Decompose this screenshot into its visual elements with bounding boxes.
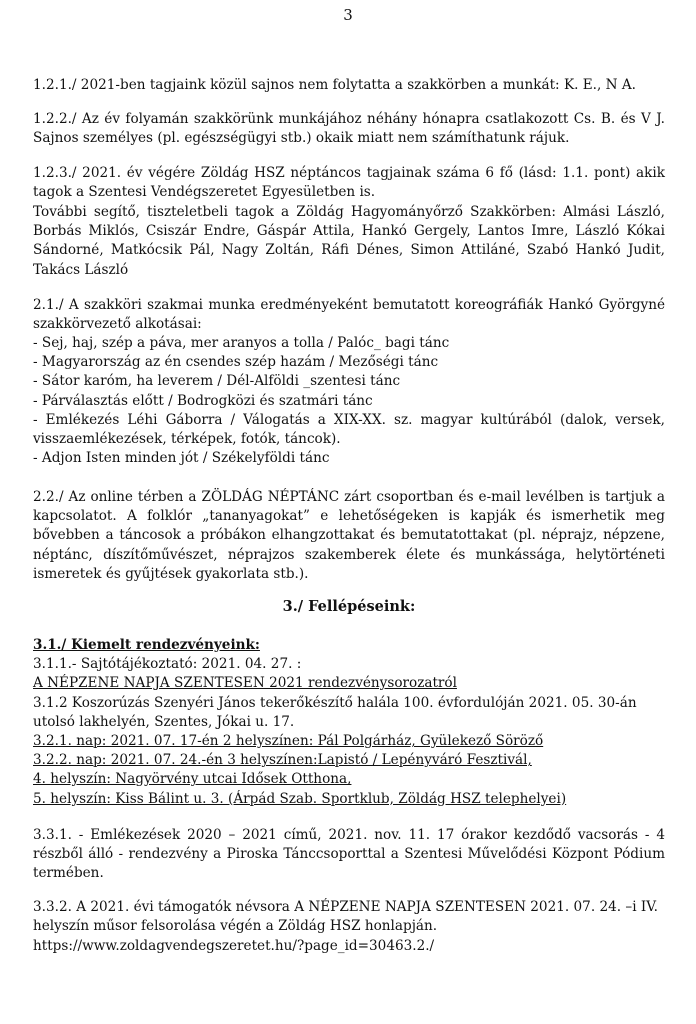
- item-3-2-2: 3.2.2. nap: 2021. 07. 24.-én 3 helyszínen:Lapistó / Lepényváró Fesztivál,: [33, 752, 532, 769]
- item-3-2-1: 3.2.1. nap: 2021. 07. 17-én 2 helyszínen: Pál Polgárház, Gyülekező Söröző: [33, 733, 544, 750]
- item-3-3-1: 3.3.1. - Emlékezések 2020 – 2021 című, 2021. nov. 11. 17 órakor kezdődő vacsorás - 4 részből álló - rendezvény a Piroska Tánccsoporttal a Szentesi Művelődési Központ Pódium termében.: [33, 827, 665, 882]
- section-3-heading: 3./ Fellépéseink:: [282, 598, 416, 615]
- list-item: - Sej, haj, szép a páva, mer aranyos a tolla / Palóc_ bagi tánc: [33, 335, 450, 351]
- paragraph-1-2-2: 1.2.2./ Az év folyamán szakkörünk munkájához néhány hónapra csatlakozott Cs. B. és V J. Sajnos személyes (pl. egészségügyi stb.) okaik miatt nem számíthatunk rájuk.: [33, 111, 665, 147]
- list-item: - Párválasztás előtt / Bodrogközi és szatmári tánc: [33, 392, 373, 409]
- item-3-3-2: 3.3.2. A 2021. évi támogatók névsora A NÉPZENE NAPJA SZENTESEN 2021. 07. 24. –i IV. helyszín műsor felsorolása végén a Zöldág HSZ honlapján.: [33, 899, 658, 935]
- paragraph-1-2-3: 1.2.3./ 2021. év végére Zöldág HSZ néptáncos tagjainak száma 6 fő (lásd: 1.1. pont) akik tagok a Szentesi Vendégszeretet Egyesületben is.: [33, 165, 665, 201]
- item-3-1-2: 3.1.2 Koszorúzás Szenyéri János tekerőkészítő halála 100. évfordulóján 2021. 05. 30-án utolsó lakhelyén, Szentes, Jókai u. 17.: [33, 694, 637, 730]
- item-3-1-1-event: A NÉPZENE NAPJA SZENTESEN 2021 rendezvénysorozatról: [33, 675, 457, 692]
- paragraph-1-2-1: 1.2.1./ 2021-ben tagjaink közül sajnos nem folytatta a szakkörben a munkát: K. E., N A.: [33, 77, 636, 93]
- paragraph-2-2: 2.2./ Az online térben a ZÖLDÁG NÉPTÁNC zárt csoportban és e-mail levélben is tartjuk a kapcsolatot. A folklór „tananyagokat” e lehetőségeken is kapják és ismerhetik meg bővebben a táncosok a próbákon elhangzottakat és bemutatottakat (pl. néprajz, népzene, néptánc, díszítőművészet, néprajzos szakemberek élete és munkássága, helytörténeti ismeretek és gyűjtések gyakorlata stb.).: [33, 489, 665, 582]
- page-number: 3: [343, 6, 353, 24]
- item-3-1-1: 3.1.1.- Sajtótájékoztató: 2021. 04. 27. :: [33, 656, 302, 673]
- item-3-2-2-venue-5: 5. helyszín: Kiss Bálint u. 3. (Árpád Szab. Sportklub, Zöldág HSZ telephelyei): [33, 790, 567, 807]
- item-3-2-2-venue-4: 4. helyszín: Nagyörvény utcai Idősek Otthona,: [33, 771, 352, 788]
- list-item: - Emlékezés Léhi Gáborra / Válogatás a XIX-XX. sz. magyar kultúrából (dalok, versek, visszaemlékezések, térképek, fotók, táncok).: [33, 411, 665, 448]
- list-item: - Adjon Isten minden jót / Székelyföldi tánc: [33, 450, 330, 467]
- paragraph-2-1-intro: 2.1./ A szakköri szakmai munka eredményeként bemutatott koreográfiák Hankó Györgyné szakkörvezető alkotásai:: [33, 297, 665, 333]
- section-3-1: [33, 636, 665, 809]
- choreography-list: [33, 334, 665, 468]
- section-3-1-title: 3.1./ Kiemelt rendezvényeink:: [33, 637, 260, 653]
- list-item: - Sátor karóm, ha leverem / Dél-Alföldi _szentesi tánc: [33, 373, 401, 390]
- paragraph-honorary-members: További segítő, tiszteletbeli tagok a Zöldág Hagyományőrző Szakkörben: Almási László, Borbás Miklós, Csiszár Endre, Gáspár Attila, Hankó Gergely, Lantos Imre, László Kókai Sándorné, Matkócsik Pál, Nagy Zoltán, Ráfi Dénes, Simon Attiláné, Szabó Hankó Judit, Takács László: [33, 204, 665, 278]
- sponsor-url: https://www.zoldagvendegszeretet.hu/?page_id=30463.2./: [33, 938, 435, 954]
- list-item: - Magyarország az én csendes szép hazám / Mezőségi tánc: [33, 354, 439, 371]
